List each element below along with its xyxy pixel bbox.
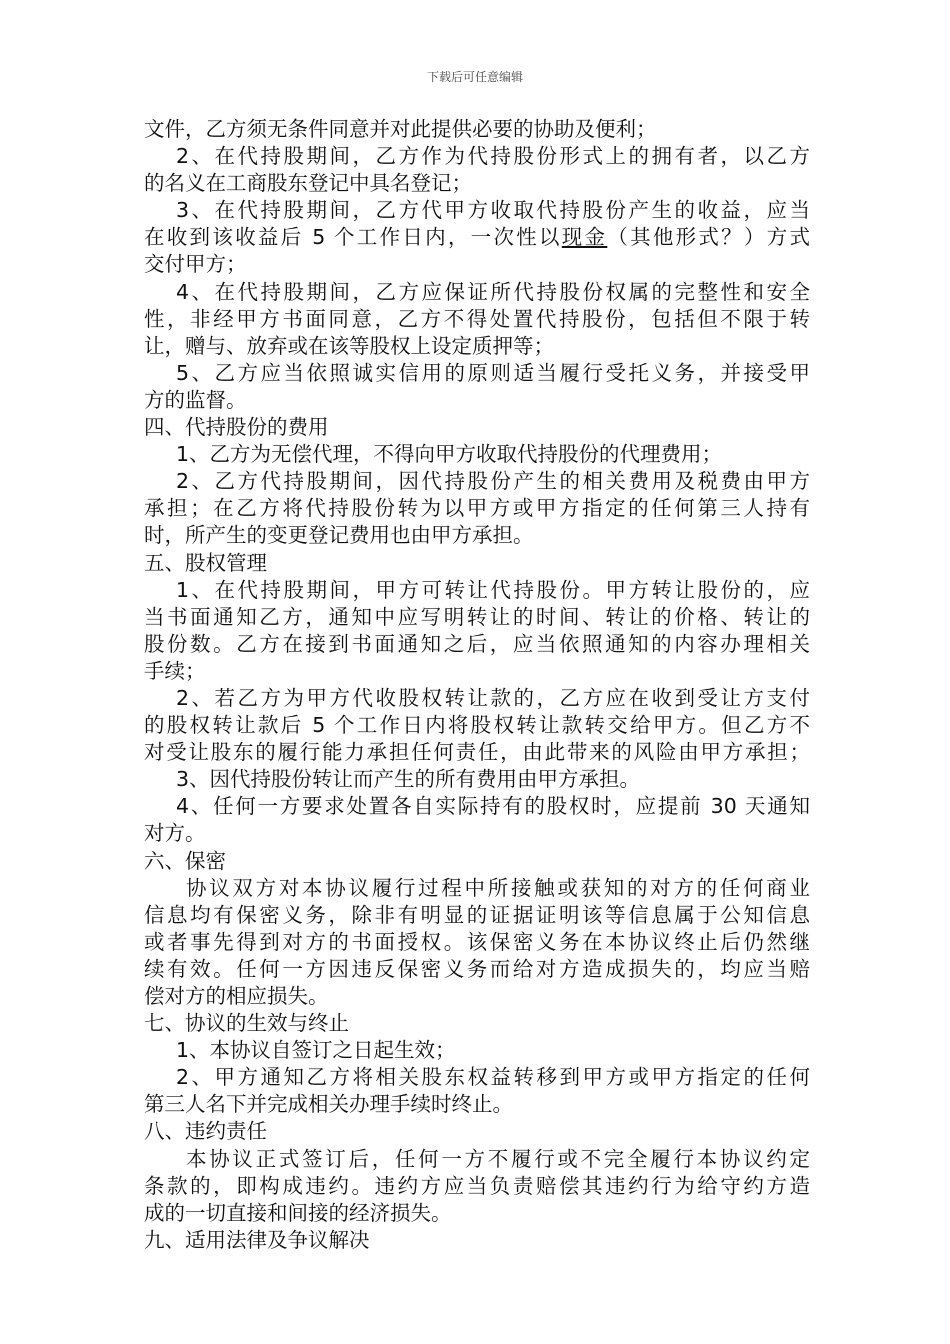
text-line (144, 1227, 810, 1254)
text-line-content: 2、乙方代持股期间，因代持股份产生的相关费用及税费由甲方 (176, 469, 810, 494)
text-line-content: 交付甲方； (144, 252, 247, 277)
text-line-tail: （其他形式？）方式 (607, 225, 810, 250)
text-line-content: 对受让股东的履行能力承担任何责任，由此带来的风险由甲方承担； (144, 740, 810, 765)
text-line (144, 685, 810, 712)
text-line (144, 604, 810, 631)
text-line (144, 197, 810, 224)
text-line-content: 在收到该收益后 5 个工作日内，一次性以 (144, 225, 562, 250)
text-line (144, 522, 810, 549)
text-line (144, 333, 810, 360)
text-line-content: 5、乙方应当依照诚实信用的原则适当履行受托义务，并接受甲 (176, 360, 810, 385)
text-line-content: 九、适用法律及争议解决 (144, 1227, 370, 1252)
text-line-content: 续有效。任何一方因违反保密义务而给对方造成损失的，均应当赔 (144, 956, 810, 981)
text-line-content: 偿对方的相应损失。 (144, 984, 329, 1008)
text-line-content: 本协议正式签订后，任何一方不履行或不完全履行本协议约定 (186, 1146, 810, 1171)
text-line-content: 五、股权管理 (144, 550, 267, 575)
underlined-text: 现金 (561, 225, 608, 250)
text-line (144, 820, 810, 847)
text-line (144, 1118, 810, 1145)
text-line-content: 协议双方对本协议履行过程中所接触或获知的对方的任何商业 (186, 875, 810, 900)
text-line (144, 143, 810, 170)
text-line (144, 1010, 810, 1037)
page-header: 下载后可任意编辑 (426, 70, 523, 84)
text-line (144, 224, 810, 251)
text-line (144, 1173, 810, 1200)
text-line-content: 3、因代持股份转让而产生的所有费用由甲方承担。 (176, 767, 641, 792)
text-line (144, 468, 810, 495)
text-line-content: 对方。 (144, 821, 206, 846)
text-line-content: 七、协议的生效与终止 (144, 1011, 349, 1036)
text-line-content: 2、若乙方为甲方代收股权转让款的，乙方应在收到受让方支付 (176, 685, 810, 710)
text-line-content: 成的一切直接和间接的经济损失。 (144, 1200, 452, 1225)
text-line-content: 信息均有保密义务，除非有明显的证据证明该等信息属于公知信息 (144, 902, 810, 927)
text-line (144, 170, 810, 197)
text-line-content: 手续； (144, 658, 206, 683)
document-body (144, 116, 810, 1254)
text-line (144, 577, 810, 604)
text-line-content: 或者事先得到对方的书面授权。该保密义务在本协议终止后仍然继 (144, 929, 810, 954)
text-line-content: 2、甲方通知乙方将相关股东权益转移到甲方或甲方指定的任何 (176, 1065, 810, 1090)
text-line-content: 让，赠与、放弃或在该等股权上设定质押等； (144, 333, 554, 358)
text-line-content: 文件，乙方须无条件同意并对此提供必要的协助及便利； (144, 117, 657, 141)
text-line (144, 848, 810, 875)
text-line (144, 387, 810, 414)
text-line-content: 六、保密 (144, 848, 226, 873)
text-line-content: 时，所产生的变更登记费用也由甲方承担。 (144, 523, 534, 548)
text-line-content: 性，非经甲方书面同意，乙方不得处置代持股份，包括但不限于转 (144, 306, 810, 331)
text-line (144, 902, 810, 929)
text-line-content: 4、在代持股期间，乙方应保证所代持股份权属的完整性和安全 (176, 279, 810, 304)
text-line (144, 1037, 810, 1064)
text-line-content: 的名义在工商股东登记中具名登记； (144, 171, 472, 196)
text-line (144, 1146, 810, 1173)
text-line (144, 929, 810, 956)
text-line (144, 875, 810, 902)
text-line (144, 414, 810, 441)
text-line (144, 1200, 810, 1227)
text-line-content: 1、乙方为无偿代理，不得向甲方收取代持股份的代理费用； (176, 442, 723, 467)
text-line (144, 495, 810, 522)
text-line (144, 766, 810, 793)
text-line-content: 1、本协议自签订之日起生效； (176, 1038, 456, 1063)
text-line (144, 1064, 810, 1091)
text-line-content: 四、代持股份的费用 (144, 415, 329, 440)
text-line-content: 1、在代持股期间，甲方可转让代持股份。甲方转让股份的，应 (176, 577, 810, 602)
text-line-content: 当书面通知乙方，通知中应写明转让的时间、转让的价格、转让的 (144, 604, 810, 629)
text-line-content: 股份数。乙方在接到书面通知之后，应当依照通知的内容办理相关 (144, 631, 810, 656)
text-line (144, 360, 810, 387)
text-line-content: 3、在代持股期间，乙方代甲方收取代持股份产生的收益，应当 (176, 198, 810, 223)
text-line-content: 条款的，即构成违约。违约方应当负责赔偿其违约行为给守约方造 (144, 1173, 810, 1198)
text-line (144, 739, 810, 766)
text-line (144, 793, 810, 820)
text-line (144, 279, 810, 306)
text-line (144, 712, 810, 739)
text-line (144, 631, 810, 658)
text-line-content: 4、任何一方要求处置各自实际持有的股权时，应提前 30 天通知 (176, 794, 810, 819)
text-line (144, 550, 810, 577)
text-line-content: 承担；在乙方将代持股份转为以甲方或甲方指定的任何第三人持有 (144, 496, 810, 521)
text-line (144, 956, 810, 983)
text-line (144, 306, 810, 333)
text-line-content: 第三人名下并完成相关办理手续时终止。 (144, 1092, 513, 1117)
text-line (144, 116, 810, 143)
text-line-content: 方的监督。 (144, 387, 247, 412)
text-line-content: 八、违约责任 (144, 1119, 267, 1144)
text-line (144, 658, 810, 685)
text-line-content: 2、在代持股期间，乙方作为代持股份形式上的拥有者，以乙方 (176, 144, 810, 169)
text-line-content: 的股权转让款后 5 个工作日内将股权转让款转交给甲方。但乙方不 (144, 713, 810, 738)
text-line (144, 1091, 810, 1118)
text-line (144, 251, 810, 278)
text-line (144, 441, 810, 468)
text-line (144, 983, 810, 1010)
